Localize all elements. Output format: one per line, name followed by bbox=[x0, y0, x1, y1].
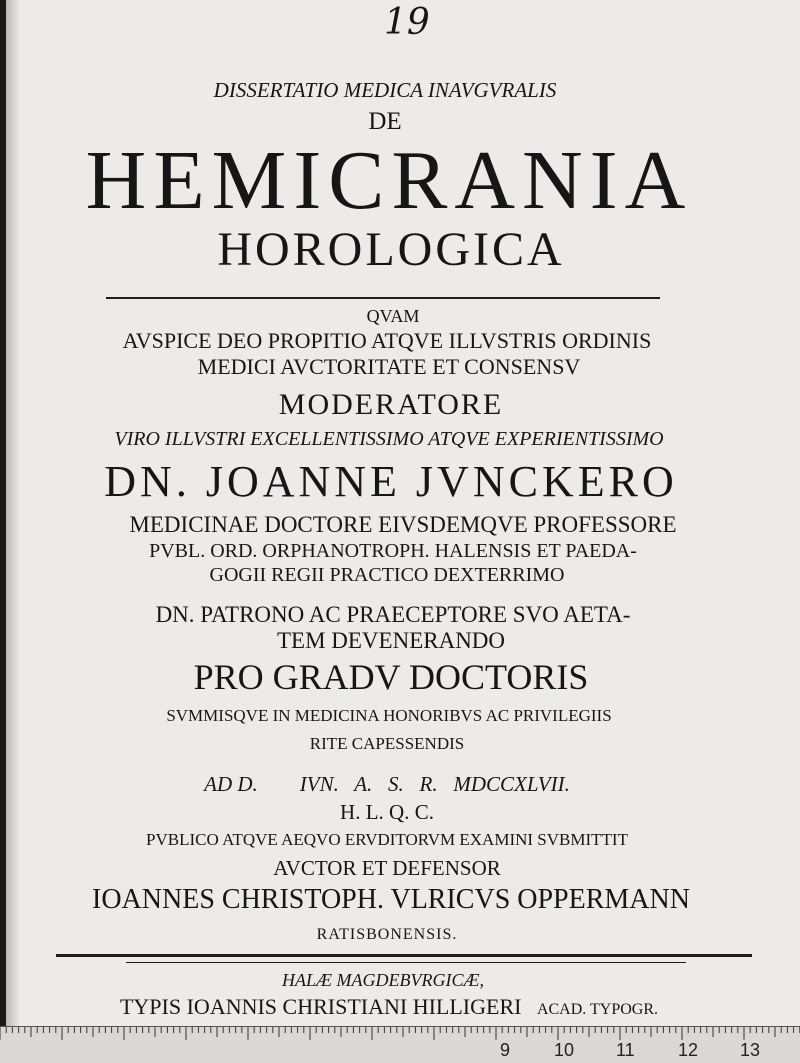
viro-line: VIRO ILLVSTRI EXCELLENTISSIMO ATQVE EXPERIENTISSIMO bbox=[114, 428, 664, 450]
imprint-printer-suffix: ACAD. TYPOGR. bbox=[536, 1001, 659, 1018]
date-line: AD D. IVN. A. S. R. MDCCXLVII. bbox=[204, 772, 570, 796]
page-number: 19 bbox=[384, 2, 430, 43]
medici-line: MEDICI AVCTORITATE ET CONSENSV bbox=[197, 354, 581, 379]
imprint-rule-top bbox=[56, 954, 752, 957]
capessendis-line: RITE CAPESSENDIS bbox=[309, 734, 465, 753]
dissertation-heading: DISSERTATIO MEDICA INAVGVRALIS bbox=[213, 78, 557, 102]
imprint-printer-line bbox=[6, 994, 786, 1020]
imprint-printer: TYPIS IOANNIS CHRISTIANI HILLIGERI bbox=[119, 994, 522, 1019]
measuring-ruler bbox=[0, 1026, 800, 1063]
quam-line: QVAM bbox=[366, 306, 420, 326]
ruler-number: 12 bbox=[678, 1040, 699, 1060]
ruler-number: 11 bbox=[616, 1040, 635, 1060]
title-page bbox=[6, 0, 800, 1026]
imprint-rule-bottom bbox=[126, 962, 686, 963]
moderatore-line: MODERATORE bbox=[278, 388, 504, 421]
subtitle: HOROLOGICA bbox=[217, 223, 565, 276]
moderator-name: DN. JOANNE JVNCKERO bbox=[104, 457, 678, 506]
patrono-line: DN. PATRONO AC PRAECEPTORE SVO AETA- bbox=[155, 602, 631, 627]
summisque-line: SVMMISQVE IN MEDICINA HONORIBVS AC PRIVILEGIIS bbox=[166, 706, 612, 725]
publico-line: PVBLICO ATQVE AEQVO ERVDITORVM EXAMINI SVBMITTIT bbox=[146, 830, 628, 849]
auctor-line: AVCTOR ET DEFENSOR bbox=[273, 856, 501, 880]
main-title: HEMICRANIA bbox=[85, 134, 693, 227]
ruler-number: 9 bbox=[500, 1040, 511, 1060]
ruler-number: 10 bbox=[554, 1040, 575, 1060]
devenerando-line: TEM DEVENERANDO bbox=[276, 628, 506, 653]
ruler-ticks bbox=[0, 1027, 800, 1041]
de-line: DE bbox=[368, 108, 402, 135]
publ-line: PVBL. ORD. ORPHANOTROPH. HALENSIS ET PAEDA- bbox=[149, 540, 637, 562]
ruler-number: 13 bbox=[740, 1040, 761, 1060]
imprint-place: HALÆ MAGDEBVRGICÆ, bbox=[282, 970, 484, 990]
hlqc-line: H. L. Q. C. bbox=[340, 800, 434, 824]
auspice-line: AVSPICE DEO PROPITIO ATQVE ILLVSTRIS ORDINIS bbox=[122, 328, 652, 353]
title-rule bbox=[106, 297, 660, 299]
gogii-line: GOGII REGII PRACTICO DEXTERRIMO bbox=[209, 564, 565, 586]
medicinae-line: MEDICINAE DOCTORE EIVSDEMQVE PROFESSORE bbox=[129, 512, 677, 537]
author-name: IOANNES CHRISTOPH. VLRICVS OPPERMANN bbox=[92, 884, 690, 915]
origin-line: RATISBONENSIS. bbox=[316, 926, 458, 943]
gradu-line: PRO GRADV DOCTORIS bbox=[193, 657, 589, 697]
